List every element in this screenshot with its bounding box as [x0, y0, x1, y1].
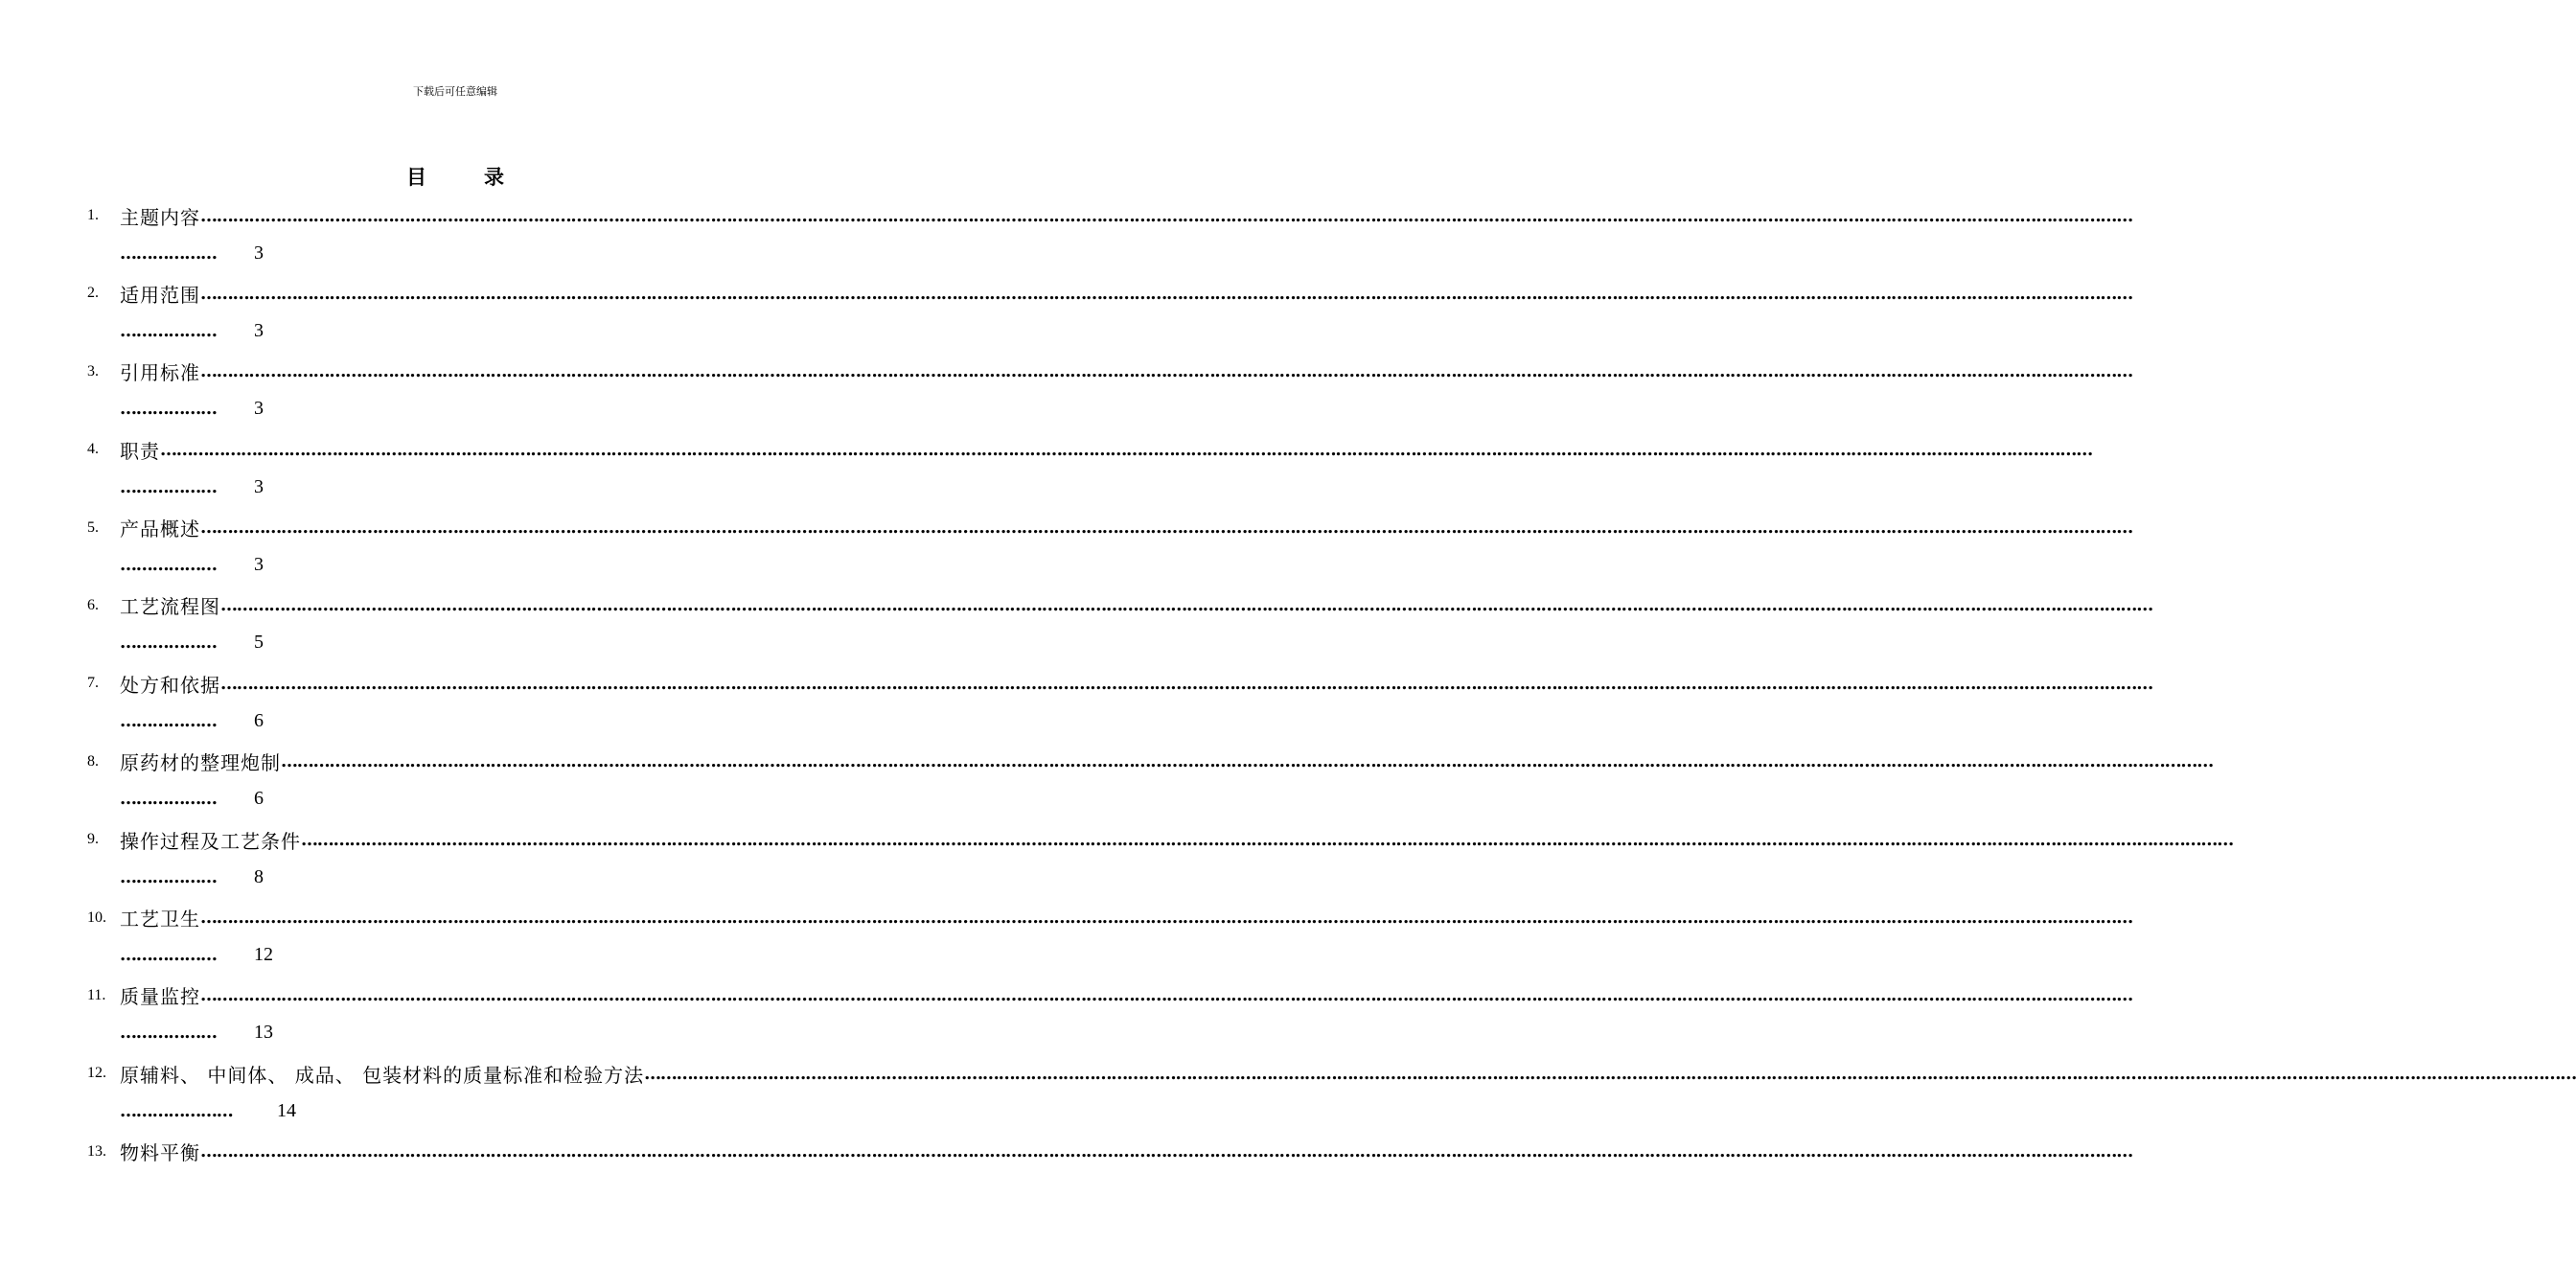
- toc-leader-dots: ………………: [120, 789, 217, 810]
- toc-entry-continuation: [120, 1019, 273, 1047]
- toc-entry[interactable]: [0, 276, 2133, 354]
- toc-leader-dots: ………………………………………………………………………………………………………………………………………………………………………………………………………………………………………………………………………………………………………………………………: [200, 518, 2133, 539]
- toc-entry-line: [87, 745, 2214, 779]
- toc-entry-continuation: [120, 629, 264, 657]
- toc-entry-number: 5.: [87, 518, 99, 536]
- toc-entry[interactable]: [0, 978, 2133, 1056]
- toc-leader-dots: ………………………………………………………………………………………………………………………………………………………………………………………………………………………………………………………………………………………………………………………………: [200, 283, 2133, 304]
- toc-title-right: 录: [484, 166, 504, 189]
- toc-leader-dots: ………………………………………………………………………………………………………………………………………………………………………………………………………………………………………………………………………………………………………………………………: [644, 1063, 2576, 1084]
- toc-entry-line: [87, 198, 2133, 233]
- toc-entry-number: 9.: [87, 831, 99, 848]
- toc-entry-line: [87, 355, 2133, 389]
- toc-leader-dots: ………………: [120, 555, 217, 576]
- toc-entry-page: 8: [254, 865, 264, 887]
- toc-entry-number: 8.: [87, 752, 99, 770]
- toc-entry-line: [87, 1135, 2133, 1169]
- toc-entry-continuation: [120, 862, 264, 891]
- toc-leader-dots: ………………: [120, 1023, 217, 1044]
- toc-entry-title: 产品概述: [120, 518, 200, 541]
- toc-entry-continuation: [120, 706, 264, 735]
- toc-entry-number: 10.: [87, 908, 106, 926]
- toc-entry-continuation: [120, 785, 264, 814]
- toc-entry[interactable]: [0, 1056, 2576, 1134]
- toc-entry-number: 11.: [87, 986, 106, 1003]
- toc-entry-number: 7.: [87, 675, 99, 692]
- toc-leader-dots: ………………: [120, 399, 217, 420]
- toc-title: [0, 165, 910, 190]
- toc-title-left: 目: [406, 166, 426, 189]
- toc-entry-number: 13.: [87, 1142, 106, 1160]
- toc-entry-title: 适用范围: [120, 283, 200, 307]
- toc-leader-dots: ………………………………………………………………………………………………………………………………………………………………………………………………………………………………………………………………………………………………………………………………: [160, 439, 2093, 460]
- toc-entry[interactable]: [0, 901, 2133, 978]
- toc-entry-number: 2.: [87, 285, 99, 302]
- toc-entry-page: 14: [277, 1099, 296, 1121]
- toc-entry[interactable]: [0, 432, 2093, 510]
- toc-entry-continuation: [120, 1096, 296, 1125]
- toc-entry-line: [87, 276, 2133, 310]
- toc-entry-title: 职责: [120, 439, 160, 463]
- toc-entry[interactable]: [0, 588, 2153, 666]
- toc-entry-number: 1.: [87, 207, 99, 223]
- toc-entry-line: [87, 666, 2153, 701]
- toc-entry-continuation: [120, 395, 264, 424]
- toc-entry-continuation: [120, 239, 264, 267]
- toc-entry-page: 5: [254, 632, 264, 654]
- toc-entry-line: [87, 511, 2133, 545]
- toc-entry-page: 3: [254, 242, 264, 264]
- toc-entry-page: 13: [254, 1022, 273, 1044]
- toc-entry-title: 原药材的整理炮制: [120, 751, 281, 775]
- toc-entry-title: 工艺卫生: [120, 908, 200, 932]
- toc-entry-continuation: [120, 472, 264, 501]
- toc-leader-dots: ………………: [120, 866, 217, 887]
- toc-leader-dots: ………………………………………………………………………………………………………………………………………………………………………………………………………………………………………………………………………………………………………………………………: [220, 595, 2153, 616]
- toc-entry-line: [87, 432, 2093, 467]
- toc-entry[interactable]: [0, 745, 2214, 822]
- toc-leader-dots: ………………………………………………………………………………………………………………………………………………………………………………………………………………………………………………………………………………………………………………………………: [281, 751, 2214, 772]
- toc-entry-page: 6: [254, 788, 264, 810]
- toc-entry[interactable]: [0, 1135, 2133, 1212]
- toc-entry[interactable]: [0, 198, 2133, 276]
- toc-entry[interactable]: [0, 355, 2133, 432]
- toc-entry-continuation: [120, 316, 264, 345]
- toc-entry-line: [87, 901, 2133, 935]
- toc-entry-page: 3: [254, 319, 264, 341]
- toc-leader-dots: ………………: [120, 476, 217, 497]
- header-note: 下载后可任意编辑: [413, 85, 497, 98]
- toc-leader-dots: ………………: [120, 710, 217, 731]
- toc-entry[interactable]: [0, 822, 2234, 900]
- toc-entry-title: 主题内容: [120, 205, 200, 229]
- toc-entry-number: 12.: [87, 1065, 106, 1082]
- toc-entry-continuation: [120, 941, 273, 970]
- toc-entry-title: 操作过程及工艺条件: [120, 829, 301, 853]
- toc-entry-title: 工艺流程图: [120, 595, 220, 619]
- toc-leader-dots: ………………………………………………………………………………………………………………………………………………………………………………………………………………………………………………………………………………………………………………………………: [200, 361, 2133, 382]
- toc-entry-line: [87, 1056, 2576, 1091]
- toc-entry[interactable]: [0, 511, 2133, 588]
- toc-leader-dots: ………………: [120, 632, 217, 654]
- toc-leader-dots: ………………………………………………………………………………………………………………………………………………………………………………………………………………………………………………………………………………………………………………………………: [200, 908, 2133, 929]
- toc-entry-title: 引用标准: [120, 361, 200, 385]
- toc-leader-dots: ………………………………………………………………………………………………………………………………………………………………………………………………………………………………………………………………………………………………………………………………: [301, 829, 2234, 850]
- toc-entry-page: 3: [254, 475, 264, 497]
- toc-entry-page: 6: [254, 709, 264, 731]
- toc-leader-dots: ………………………………………………………………………………………………………………………………………………………………………………………………………………………………………………………………………………………………………………………………: [200, 205, 2133, 226]
- toc-entry-number: 6.: [87, 596, 99, 613]
- toc-entry-page: 3: [254, 554, 264, 576]
- toc-leader-dots: ………………………………………………………………………………………………………………………………………………………………………………………………………………………………………………………………………………………………………………………………: [220, 673, 2153, 694]
- toc-leader-dots: ………………………………………………………………………………………………………………………………………………………………………………………………………………………………………………………………………………………………………………………………: [200, 1141, 2133, 1162]
- toc-entry-page: 3: [254, 398, 264, 420]
- toc-entry-line: [87, 588, 2153, 623]
- toc-entry-line: [87, 822, 2234, 857]
- toc-leader-dots: ………………: [120, 945, 217, 966]
- toc-entry-title: 质量监控: [120, 985, 200, 1009]
- toc-list: [0, 198, 2576, 1212]
- toc-entry-title: 处方和依据: [120, 673, 220, 697]
- toc-entry[interactable]: [0, 666, 2153, 744]
- toc-entry-title: 物料平衡: [120, 1141, 200, 1165]
- toc-leader-dots: ………………: [120, 242, 217, 264]
- toc-entry-line: [87, 978, 2133, 1013]
- toc-entry-title: 原辅料、 中间体、 成品、 包装材料的质量标准和检验方法: [120, 1063, 645, 1087]
- toc-entry-number: 3.: [87, 362, 99, 380]
- toc-entry-number: 4.: [87, 441, 99, 458]
- toc-leader-dots: …………………: [120, 1100, 233, 1121]
- toc-leader-dots: ………………………………………………………………………………………………………………………………………………………………………………………………………………………………………………………………………………………………………………………………: [200, 985, 2133, 1006]
- toc-entry-continuation: [120, 551, 264, 580]
- toc-leader-dots: ………………: [120, 320, 217, 341]
- toc-entry-page: 12: [254, 944, 273, 966]
